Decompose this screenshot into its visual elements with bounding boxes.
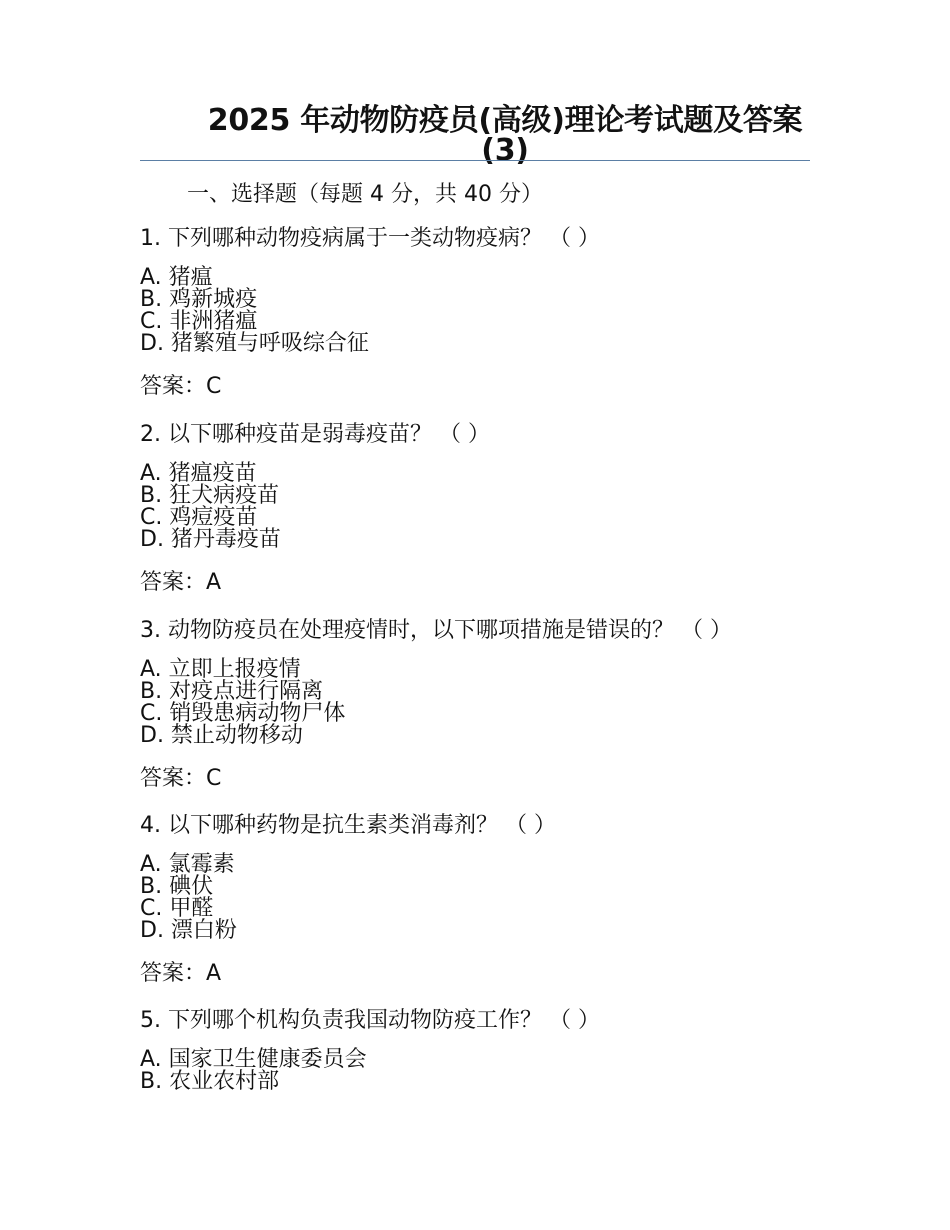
option-b: B. 狂犬病疫苗: [140, 483, 280, 508]
option-d: D. 猪繁殖与呼吸综合征: [140, 331, 369, 356]
option-b: B. 对疫点进行隔离: [140, 679, 324, 704]
option-b: B. 碘伏: [140, 874, 214, 899]
option-c: C. 非洲猪瘟: [140, 309, 258, 334]
option-c: C. 甲醛: [140, 896, 214, 921]
question-text: 2. 以下哪种疫苗是弱毒疫苗？ （ ）: [140, 422, 490, 447]
option-b: B. 鸡新城疫: [140, 287, 258, 312]
option-d: D. 禁止动物移动: [140, 723, 303, 748]
option-a: A. 猪瘟: [140, 265, 213, 290]
option-d: D. 猪丹毒疫苗: [140, 527, 281, 552]
option-c: C. 销毁患病动物尸体: [140, 701, 346, 726]
option-list: [140, 463, 820, 551]
answer-text: 答案：A: [140, 961, 222, 986]
question-text: 5. 下列哪个机构负责我国动物防疫工作？ （ ）: [140, 1008, 600, 1033]
question-3: [140, 617, 820, 793]
answer-text: 答案：C: [140, 374, 222, 399]
question-1: [140, 225, 820, 401]
section-heading: 一、选择题（每题 4 分，共 40 分）: [187, 182, 543, 207]
answer-text: 答案：A: [140, 570, 222, 595]
question-text: 1. 下列哪种动物疫病属于一类动物疫病？ （ ）: [140, 226, 600, 251]
option-list: [140, 267, 820, 355]
question-text: 4. 以下哪种药物是抗生素类消毒剂？ （ ）: [140, 813, 556, 838]
option-d: D. 漂白粉: [140, 918, 237, 943]
document-title: 2025 年动物防疫员(高级)理论考试题及答案(3): [207, 103, 803, 168]
option-a: A. 氯霉素: [140, 852, 235, 877]
option-list: [140, 854, 820, 942]
answer-text: 答案：C: [140, 766, 222, 791]
option-b: B. 农业农村部: [140, 1069, 280, 1094]
question-text: 3. 动物防疫员在处理疫情时，以下哪项措施是错误的？ （ ）: [140, 618, 732, 643]
question-5: [140, 1007, 820, 1093]
option-a: A. 立即上报疫情: [140, 657, 301, 682]
question-4: [140, 812, 820, 988]
option-a: A. 国家卫生健康委员会: [140, 1047, 367, 1072]
title-underline: [140, 160, 810, 161]
question-2: [140, 421, 820, 597]
option-a: A. 猪瘟疫苗: [140, 461, 257, 486]
option-list: [140, 1049, 820, 1093]
option-list: [140, 659, 820, 747]
option-c: C. 鸡痘疫苗: [140, 505, 258, 530]
